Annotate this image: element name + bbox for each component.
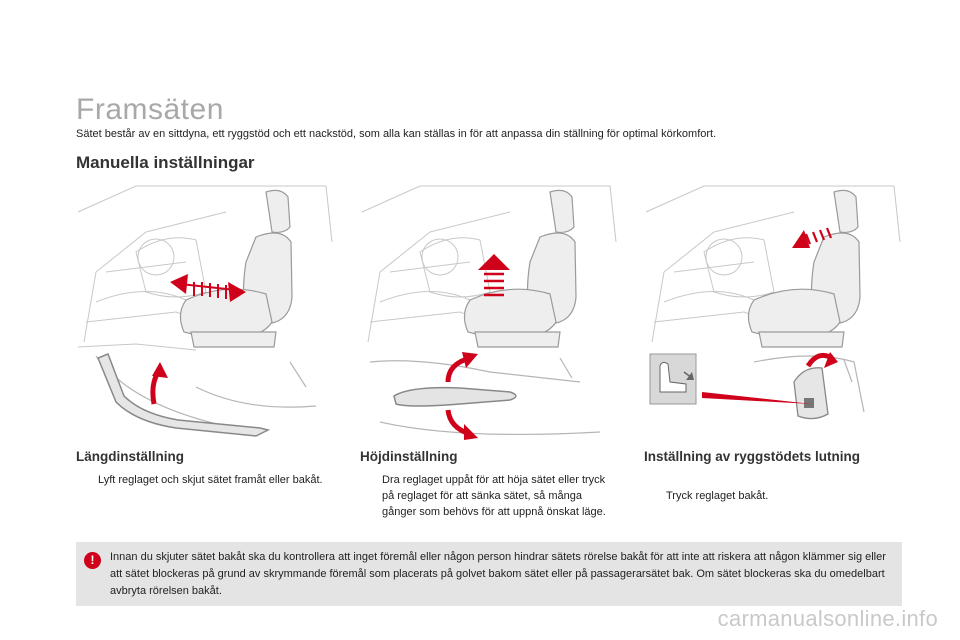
- section-title: Manuella inställningar: [76, 153, 255, 172]
- bullet-recline: [644, 488, 894, 504]
- seat-height-illustration: [360, 182, 618, 444]
- bullet-height: [360, 472, 610, 520]
- warning-text: Innan du skjuter sätet bakåt ska du kontrollera att inget föremål eller någon person hindrar sätets rörelse bakåt för att inte att riskera att någon klämmer sig eller att sätet blockeras på grund av skrymmande föremål som placerats på golvet bakom sätet eller på passagerarsätet bak. Om sätet blockeras ska du omedelbart avbryta rörelsen bakåt.: [110, 551, 886, 597]
- warning-box: [76, 542, 902, 606]
- col-title-recline: Inställning av ryggstödets lutning: [644, 449, 861, 464]
- intro-text: Sätet består av en sittdyna, ett ryggstöd och ett nackstöd, som alla kan ställas in för att anpassa din ställning för optimal körkomfort.: [76, 128, 717, 140]
- bullet-text: Lyft reglaget och skjut sätet framåt eller bakåt.: [98, 474, 323, 486]
- seat-recline-illustration: [644, 182, 902, 444]
- bullet-text: Tryck reglaget bakåt.: [666, 490, 769, 502]
- seat-longitudinal-illustration: [76, 182, 334, 444]
- watermark: carmanualsonline.info: [717, 606, 938, 631]
- bullet-text: Dra reglaget uppåt för att höja sätet eller tryck på reglaget för att sänka sätet, så många gånger som behövs för att uppnå önskat läge.: [382, 474, 606, 518]
- warning-icon: !: [84, 552, 101, 569]
- col-title-longitudinal: Längdinställning: [76, 449, 184, 464]
- bullet-longitudinal: [76, 472, 326, 488]
- page-title: Framsäten: [76, 93, 224, 126]
- col-title-height: Höjdinställning: [360, 449, 458, 464]
